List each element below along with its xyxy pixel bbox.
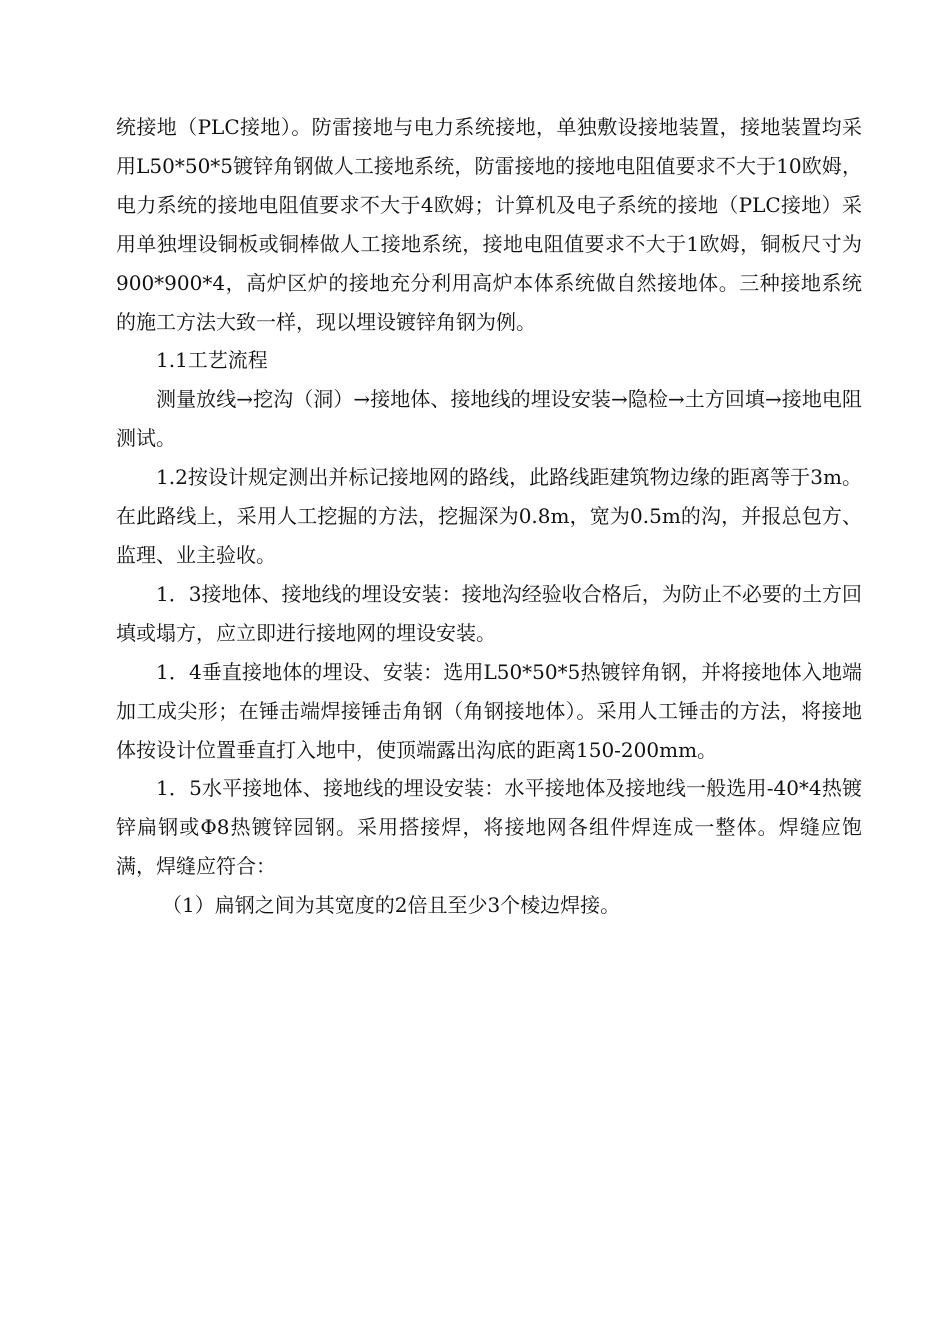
paragraph-1-3-installation: 1．3接地体、接地线的埋设安装：接地沟经验收合格后，为防止不必要的土方回填或塌方，应立即进行接地网的埋设安装。 [116,581,862,645]
list-item-flat-steel-welding: （1）扁钢之间为其宽度的2倍且至少3个棱边焊接。 [162,893,621,918]
paragraph-1-5-horizontal-electrode: 1．5水平接地体、接地线的埋设安装：水平接地体及接地线一般选用-40*4热镀锌扁钢或Φ8热镀锌园钢。采用搭接焊，将接地网各组件焊连成一整体。焊缝应饱满，焊缝应符合： [116,776,862,879]
heading-1-1-process-flow: 1.1工艺流程 [156,348,268,373]
paragraph-process-steps: 测量放线→挖沟（洞）→接地体、接地线的埋设安装→隐检→土方回填→接地电阻测试。 [116,387,862,451]
document-body [116,108,862,925]
paragraph-1-4-vertical-electrode: 1．4垂直接地体的埋设、安装：选用L50*50*5热镀锌角钢，并将接地体入地端加工成尖形；在锤击端焊接锤击角钢（角钢接地体）。采用人工锤击的方法，将接地体按设计位置垂直打入地中，使顶端露出沟底的距离150-200mm。 [116,659,862,762]
paragraph-grounding-overview: 统接地（PLC接地）。防雷接地与电力系统接地，单独敷设接地装置，接地装置均采用L50*50*5镀锌角钢做人工接地系统，防雷接地的接地电阻值要求不大于10欧姆，电力系统的接地电阻值要求不大于4欧姆；计算机及电子系统的接地（PLC接地）采用单独埋设铜板或铜棒做人工接地系统，接地电阻值要求不大于1欧姆，铜板尺寸为900*900*4，高炉区炉的接地充分利用高炉本体系统做自然接地体。三种接地系统的施工方法大致一样，现以埋设镀锌角钢为例。 [116,115,862,334]
paragraph-1-2-route-marking: 1.2按设计规定测出并标记接地网的路线，此路线距建筑物边缘的距离等于3m。在此路线上，采用人工挖掘的方法，挖掘深为0.8m，宽为0.5m的沟，并报总包方、监理、业主验收。 [116,465,862,567]
